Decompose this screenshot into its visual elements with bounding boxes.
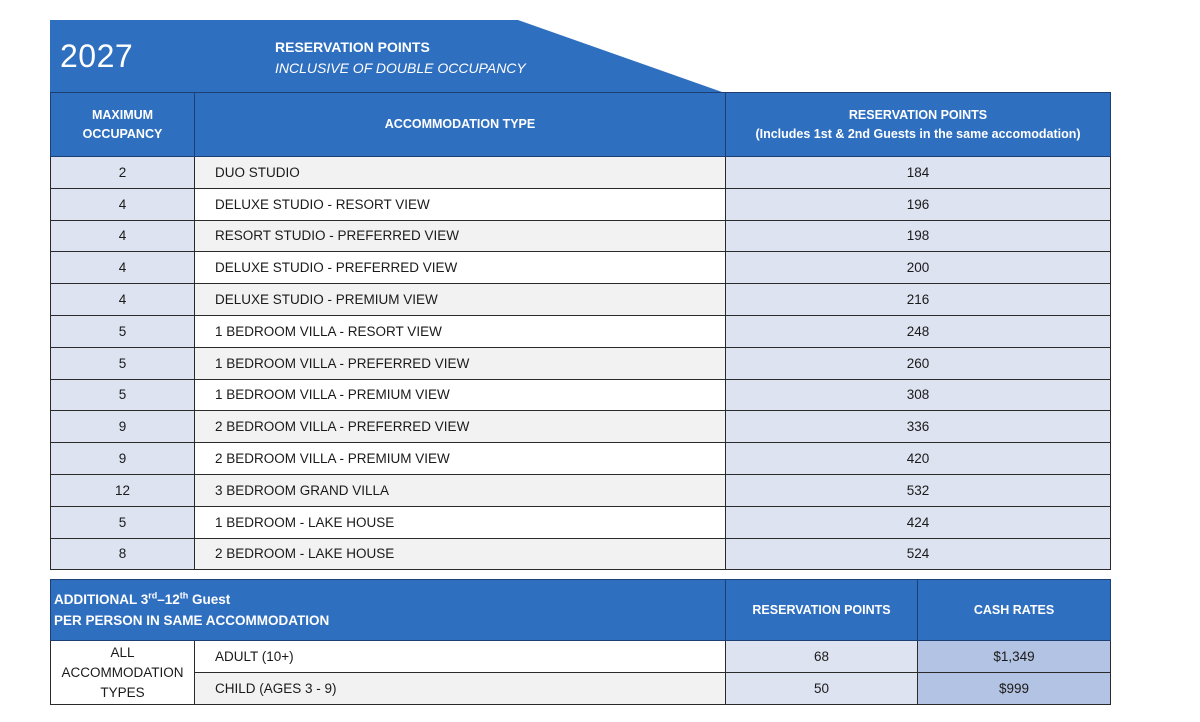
header-additional-line1 — [54, 589, 725, 610]
accommodation-type-cell: 1 BEDROOM - LAKE HOUSE — [195, 506, 726, 538]
occupancy-cell: 4 — [51, 220, 195, 252]
header-reservation-points — [726, 93, 1111, 157]
accommodation-type-cell: 2 BEDROOM - LAKE HOUSE — [195, 538, 726, 570]
header-additional-suffix: Guest — [188, 592, 231, 607]
banner-shape — [50, 20, 722, 92]
all-accommodation-types-cell — [51, 641, 195, 705]
guest-points-value: 50 — [726, 673, 918, 705]
table-row — [51, 188, 1111, 220]
accommodation-type-cell: DUO STUDIO — [195, 157, 726, 189]
header-points-line2: (Includes 1st & 2nd Guests in the same accomodation) — [755, 126, 1081, 141]
guest-category-label: CHILD (AGES 3 - 9) — [195, 673, 726, 705]
reservation-points-cell: 216 — [726, 284, 1111, 316]
occupancy-cell: 5 — [51, 506, 195, 538]
table-row — [51, 347, 1111, 379]
guest-cash-rate: $1,349 — [918, 641, 1111, 673]
table-row — [51, 284, 1111, 316]
occupancy-cell: 9 — [51, 443, 195, 475]
reservation-points-table — [50, 92, 1111, 570]
occupancy-cell: 5 — [51, 347, 195, 379]
guest-cash-rate: $999 — [918, 673, 1111, 705]
all-types-line1: ALL — [110, 644, 135, 660]
reservation-points-cell: 532 — [726, 474, 1111, 506]
reservation-points-cell: 308 — [726, 379, 1111, 411]
occupancy-cell: 2 — [51, 157, 195, 189]
reservation-points-cell: 184 — [726, 157, 1111, 189]
accommodation-type-cell: 3 BEDROOM GRAND VILLA — [195, 474, 726, 506]
reservation-points-cell: 420 — [726, 443, 1111, 475]
occupancy-cell: 9 — [51, 411, 195, 443]
table-row — [51, 538, 1111, 570]
accommodation-type-cell: 1 BEDROOM VILLA - PREMIUM VIEW — [195, 379, 726, 411]
all-types-line2: ACCOMMODATION — [61, 664, 184, 680]
table-row — [51, 411, 1111, 443]
header-additional-guest — [51, 580, 726, 641]
reservation-points-cell: 524 — [726, 538, 1111, 570]
reservation-points-cell: 200 — [726, 252, 1111, 284]
accommodation-type-cell: 2 BEDROOM VILLA - PREMIUM VIEW — [195, 443, 726, 475]
accommodation-type-cell: DELUXE STUDIO - PREFERRED VIEW — [195, 252, 726, 284]
header-max-occupancy-line1: MAXIMUM — [91, 107, 154, 122]
occupancy-cell: 5 — [51, 315, 195, 347]
header-max-occupancy-line2: OCCUPANCY — [82, 126, 163, 141]
occupancy-cell: 4 — [51, 284, 195, 316]
header-max-occupancy — [51, 93, 195, 157]
banner-subtitle: INCLUSIVE OF DOUBLE OCCUPANCY — [275, 60, 526, 76]
accommodation-type-cell: 1 BEDROOM VILLA - RESORT VIEW — [195, 315, 726, 347]
table-row — [51, 157, 1111, 189]
table-row — [51, 443, 1111, 475]
header-additional-sup-th: th — [179, 590, 189, 601]
accommodation-type-cell: RESORT STUDIO - PREFERRED VIEW — [195, 220, 726, 252]
header-additional-range: –12 — [157, 592, 180, 607]
additional-guest-table — [50, 579, 1111, 705]
table-row — [51, 220, 1111, 252]
reservation-points-cell: 248 — [726, 315, 1111, 347]
banner-title: RESERVATION POINTS — [275, 39, 430, 55]
reservation-points-cell: 198 — [726, 220, 1111, 252]
occupancy-cell: 4 — [51, 252, 195, 284]
year-label: 2027 — [60, 38, 134, 74]
header-cash-rates: CASH RATES — [918, 580, 1111, 641]
main-table-body — [51, 157, 1111, 570]
table-row — [51, 252, 1111, 284]
occupancy-cell: 12 — [51, 474, 195, 506]
additional-row-adult — [51, 641, 1111, 673]
reservation-points-cell: 260 — [726, 347, 1111, 379]
guest-points-value: 68 — [726, 641, 918, 673]
additional-table-header — [51, 580, 1111, 641]
header-additional-prefix: ADDITIONAL 3 — [54, 592, 149, 607]
accommodation-type-cell: DELUXE STUDIO - RESORT VIEW — [195, 188, 726, 220]
header-accommodation-type: ACCOMMODATION TYPE — [195, 93, 726, 157]
main-table-header — [51, 93, 1111, 157]
table-row — [51, 506, 1111, 538]
occupancy-cell: 5 — [51, 379, 195, 411]
header-points-line1: RESERVATION POINTS — [848, 107, 988, 122]
reservation-points-cell: 424 — [726, 506, 1111, 538]
header-extra-reservation-points: RESERVATION POINTS — [726, 580, 918, 641]
reservation-points-cell: 196 — [726, 188, 1111, 220]
occupancy-cell: 4 — [51, 188, 195, 220]
table-row — [51, 315, 1111, 347]
header-additional-sup-rd: rd — [148, 590, 158, 601]
additional-row-child — [51, 673, 1111, 705]
accommodation-type-cell: 1 BEDROOM VILLA - PREFERRED VIEW — [195, 347, 726, 379]
header-additional-line2: PER PERSON IN SAME ACCOMMODATION — [54, 613, 330, 628]
reservation-points-cell: 336 — [726, 411, 1111, 443]
table-row — [51, 474, 1111, 506]
occupancy-cell: 8 — [51, 538, 195, 570]
all-types-line3: TYPES — [100, 684, 145, 700]
accommodation-type-cell: DELUXE STUDIO - PREMIUM VIEW — [195, 284, 726, 316]
year-banner — [50, 20, 722, 92]
guest-category-label: ADULT (10+) — [195, 641, 726, 673]
accommodation-type-cell: 2 BEDROOM VILLA - PREFERRED VIEW — [195, 411, 726, 443]
table-row — [51, 379, 1111, 411]
